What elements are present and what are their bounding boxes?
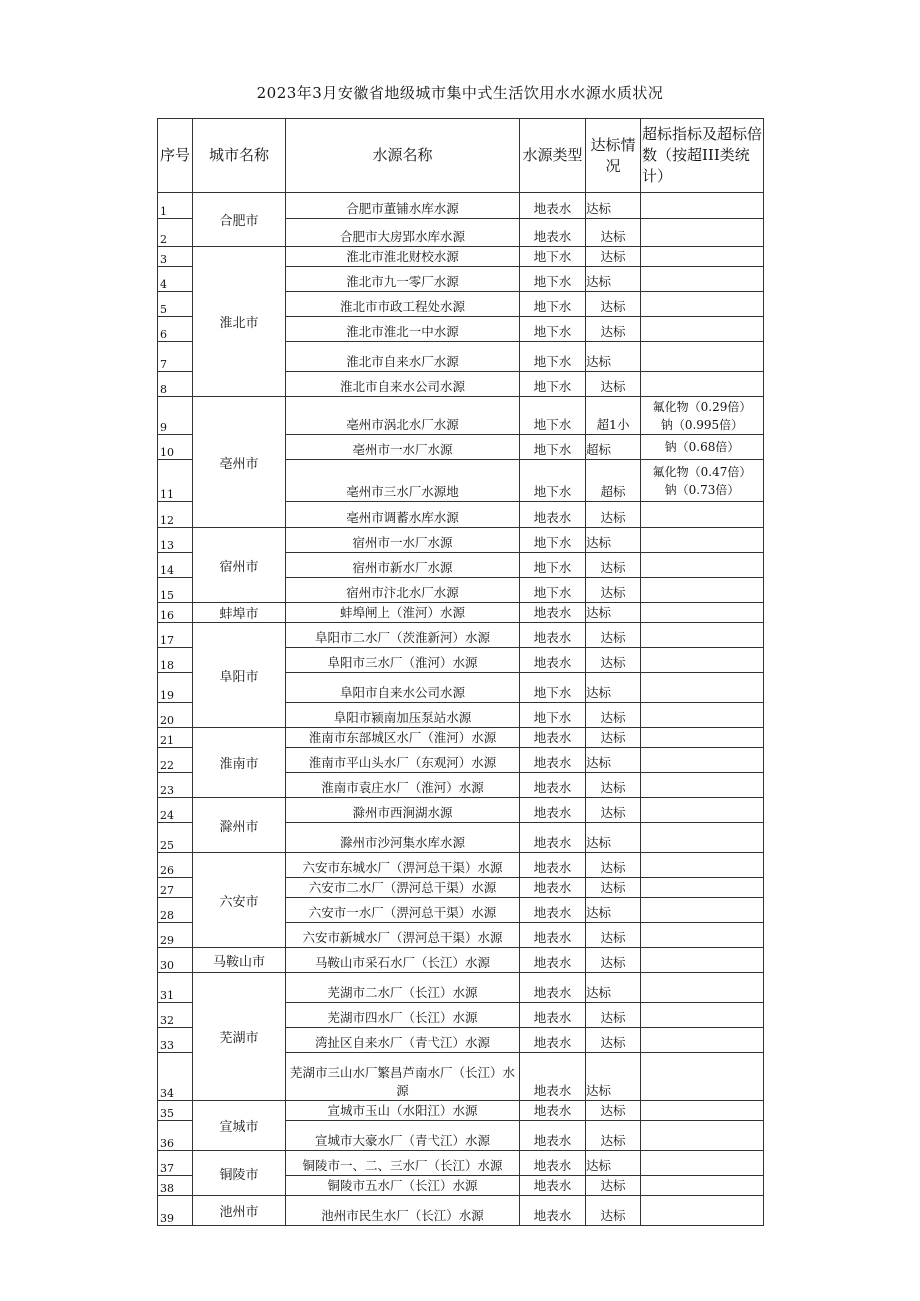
row-number: 33 — [158, 1028, 193, 1053]
row-number: 25 — [158, 823, 193, 853]
source-type: 地表水 — [520, 1101, 586, 1121]
excess-indicator — [641, 193, 764, 219]
excess-indicator — [641, 528, 764, 553]
excess-indicator — [641, 648, 764, 673]
source-type: 地下水 — [520, 673, 586, 703]
source-type: 地表水 — [520, 923, 586, 948]
status: 达标 — [586, 267, 641, 292]
excess-indicator — [641, 728, 764, 748]
source-name: 亳州市一水厂水源 — [286, 435, 520, 460]
status: 达标 — [586, 748, 641, 773]
source-type: 地下水 — [520, 703, 586, 728]
source-name: 阜阳市二水厂（茨淮新河）水源 — [286, 623, 520, 648]
table-row — [158, 247, 764, 267]
source-type: 地表水 — [520, 728, 586, 748]
city-name: 宣城市 — [193, 1101, 286, 1151]
row-number: 10 — [158, 435, 193, 460]
city-name: 芜湖市 — [193, 973, 286, 1101]
table-row — [158, 973, 764, 1003]
excess-indicator — [641, 397, 764, 435]
source-name: 池州市民生水厂（长江）水源 — [286, 1196, 520, 1226]
status: 达标 — [586, 603, 641, 623]
excess-indicator — [641, 267, 764, 292]
table-row — [158, 623, 764, 648]
excess-indicator — [641, 603, 764, 623]
status: 达标 — [586, 528, 641, 553]
city-name: 淮南市 — [193, 728, 286, 798]
source-name: 芜湖市三山水厂繁昌芦南水厂（长江）水源 — [286, 1053, 520, 1101]
city-name: 池州市 — [193, 1196, 286, 1226]
status: 超1小 — [586, 397, 641, 435]
source-type: 地表水 — [520, 1121, 586, 1151]
row-number: 17 — [158, 623, 193, 648]
row-number: 23 — [158, 773, 193, 798]
row-number: 2 — [158, 219, 193, 247]
source-name: 亳州市调蓄水库水源 — [286, 502, 520, 528]
row-number: 13 — [158, 528, 193, 553]
status: 达标 — [586, 1196, 641, 1226]
status: 达标 — [586, 898, 641, 923]
row-number: 31 — [158, 973, 193, 1003]
row-number: 38 — [158, 1176, 193, 1196]
row-number: 11 — [158, 460, 193, 502]
source-name: 合肥市大房郢水库水源 — [286, 219, 520, 247]
header-source: 水源名称 — [286, 119, 520, 193]
row-number: 9 — [158, 397, 193, 435]
city-name: 铜陵市 — [193, 1151, 286, 1196]
header-status: 达标情况 — [586, 119, 641, 193]
status: 达标 — [586, 342, 641, 372]
row-number: 39 — [158, 1196, 193, 1226]
table-row — [158, 1196, 764, 1226]
status: 超标 — [586, 460, 641, 502]
excess-indicator — [641, 292, 764, 317]
header-no: 序号 — [158, 119, 193, 193]
source-type: 地表水 — [520, 1151, 586, 1176]
excess-indicator — [641, 773, 764, 798]
excess-indicator — [641, 823, 764, 853]
source-name: 宣城市大豪水厂（青弋江）水源 — [286, 1121, 520, 1151]
status: 达标 — [586, 773, 641, 798]
city-name: 淮北市 — [193, 247, 286, 397]
source-name: 淮北市自来水公司水源 — [286, 372, 520, 397]
status: 达标 — [586, 553, 641, 578]
source-type: 地下水 — [520, 528, 586, 553]
excess-indicator — [641, 853, 764, 878]
row-number: 22 — [158, 748, 193, 773]
excess-indicator — [641, 1151, 764, 1176]
source-type: 地下水 — [520, 342, 586, 372]
source-type: 地表水 — [520, 219, 586, 247]
page-title: 2023年3月安徽省地级城市集中式生活饮用水水源水质状况 — [256, 84, 664, 102]
status: 达标 — [586, 193, 641, 219]
status: 达标 — [586, 1028, 641, 1053]
excess-indicator — [641, 1176, 764, 1196]
excess-indicator — [641, 748, 764, 773]
header-type: 水源类型 — [520, 119, 586, 193]
source-name: 六安市二水厂（淠河总干渠）水源 — [286, 878, 520, 898]
source-type: 地下水 — [520, 553, 586, 578]
row-number: 37 — [158, 1151, 193, 1176]
header-city: 城市名称 — [193, 119, 286, 193]
row-number: 14 — [158, 553, 193, 578]
row-number: 3 — [158, 247, 193, 267]
source-type: 地表水 — [520, 623, 586, 648]
status: 超标 — [586, 435, 641, 460]
city-name: 合肥市 — [193, 193, 286, 247]
source-type: 地下水 — [520, 292, 586, 317]
source-type: 地下水 — [520, 435, 586, 460]
status: 达标 — [586, 703, 641, 728]
table-row — [158, 728, 764, 748]
row-number: 29 — [158, 923, 193, 948]
excess-indicator — [641, 1028, 764, 1053]
status: 达标 — [586, 648, 641, 673]
source-name: 六安市一水厂（淠河总干渠）水源 — [286, 898, 520, 923]
status: 达标 — [586, 292, 641, 317]
row-number: 27 — [158, 878, 193, 898]
source-type: 地表水 — [520, 502, 586, 528]
source-type: 地表水 — [520, 1053, 586, 1101]
excess-indicator — [641, 1003, 764, 1028]
excess-indicator — [641, 948, 764, 973]
status: 达标 — [586, 673, 641, 703]
row-number: 26 — [158, 853, 193, 878]
source-name: 淮南市袁庄水厂（淮河）水源 — [286, 773, 520, 798]
source-type: 地表水 — [520, 773, 586, 798]
source-type: 地下水 — [520, 460, 586, 502]
row-number: 6 — [158, 317, 193, 342]
excess-indicator — [641, 898, 764, 923]
table-row — [158, 528, 764, 553]
status: 达标 — [586, 973, 641, 1003]
table-row — [158, 1101, 764, 1121]
row-number: 16 — [158, 603, 193, 623]
city-name: 阜阳市 — [193, 623, 286, 728]
source-name: 淮北市九一零厂水源 — [286, 267, 520, 292]
source-name: 淮北市淮北一中水源 — [286, 317, 520, 342]
excess-indicator — [641, 673, 764, 703]
excess-indicator — [641, 342, 764, 372]
header-excess: 超标指标及超标倍数（按超III类统计） — [641, 119, 764, 193]
status: 达标 — [586, 878, 641, 898]
status: 达标 — [586, 923, 641, 948]
status: 达标 — [586, 798, 641, 823]
source-type: 地表水 — [520, 748, 586, 773]
excess-indicator — [641, 973, 764, 1003]
excess-line: 钠（0.995倍） — [660, 417, 744, 432]
excess-indicator — [641, 1053, 764, 1101]
source-type: 地表水 — [520, 1176, 586, 1196]
source-name: 淮南市东部城区水厂（淮河）水源 — [286, 728, 520, 748]
source-name: 合肥市董铺水库水源 — [286, 193, 520, 219]
table-body — [158, 193, 764, 1226]
source-name: 淮北市淮北财校水源 — [286, 247, 520, 267]
city-name: 亳州市 — [193, 397, 286, 528]
source-type: 地下水 — [520, 267, 586, 292]
table-row — [158, 603, 764, 623]
status: 达标 — [586, 728, 641, 748]
excess-indicator — [641, 1121, 764, 1151]
excess-indicator — [641, 247, 764, 267]
row-number: 24 — [158, 798, 193, 823]
source-type: 地表水 — [520, 878, 586, 898]
city-name: 滁州市 — [193, 798, 286, 853]
source-name: 宿州市一水厂水源 — [286, 528, 520, 553]
status: 达标 — [586, 1053, 641, 1101]
excess-line: 氟化物（0.47倍） — [652, 464, 752, 479]
excess-indicator — [641, 623, 764, 648]
excess-line: 钠（0.68倍） — [664, 440, 740, 454]
source-name: 六安市新城水厂（淠河总干渠）水源 — [286, 923, 520, 948]
source-name: 宿州市新水厂水源 — [286, 553, 520, 578]
status: 达标 — [586, 219, 641, 247]
source-name: 亳州市三水厂水源地 — [286, 460, 520, 502]
source-type: 地下水 — [520, 317, 586, 342]
source-name: 芜湖市二水厂（长江）水源 — [286, 973, 520, 1003]
source-name: 蚌埠闸上（淮河）水源 — [286, 603, 520, 623]
source-type: 地表水 — [520, 603, 586, 623]
row-number: 19 — [158, 673, 193, 703]
status: 达标 — [586, 578, 641, 603]
row-number: 18 — [158, 648, 193, 673]
row-number: 8 — [158, 372, 193, 397]
status: 达标 — [586, 317, 641, 342]
status: 达标 — [586, 1151, 641, 1176]
table-row — [158, 193, 764, 219]
row-number: 35 — [158, 1101, 193, 1121]
table-header-row — [158, 119, 764, 193]
source-name: 淮南市平山头水厂（东观河）水源 — [286, 748, 520, 773]
city-name: 六安市 — [193, 853, 286, 948]
status: 达标 — [586, 247, 641, 267]
row-number: 36 — [158, 1121, 193, 1151]
table-row — [158, 397, 764, 435]
status: 达标 — [586, 948, 641, 973]
source-type: 地表水 — [520, 823, 586, 853]
source-name: 阜阳市自来水公司水源 — [286, 673, 520, 703]
excess-indicator — [641, 923, 764, 948]
status: 达标 — [586, 372, 641, 397]
source-type: 地下水 — [520, 372, 586, 397]
source-name: 滁州市沙河集水库水源 — [286, 823, 520, 853]
table-row — [158, 798, 764, 823]
excess-indicator — [641, 460, 764, 502]
source-type: 地表水 — [520, 648, 586, 673]
source-type: 地表水 — [520, 193, 586, 219]
row-number: 30 — [158, 948, 193, 973]
excess-indicator — [641, 878, 764, 898]
excess-line: 氟化物（0.29倍） — [652, 399, 752, 414]
status: 达标 — [586, 502, 641, 528]
status: 达标 — [586, 1101, 641, 1121]
table-row — [158, 948, 764, 973]
water-quality-table — [157, 118, 764, 1226]
status: 达标 — [586, 853, 641, 878]
source-name: 宣城市玉山（水阳江）水源 — [286, 1101, 520, 1121]
excess-indicator — [641, 1101, 764, 1121]
status: 达标 — [586, 1176, 641, 1196]
source-name: 宿州市汴北水厂水源 — [286, 578, 520, 603]
source-name: 淮北市自来水厂水源 — [286, 342, 520, 372]
row-number: 21 — [158, 728, 193, 748]
excess-indicator — [641, 798, 764, 823]
excess-indicator — [641, 553, 764, 578]
excess-indicator — [641, 502, 764, 528]
table-row — [158, 853, 764, 878]
city-name: 蚌埠市 — [193, 603, 286, 623]
row-number: 28 — [158, 898, 193, 923]
source-type: 地表水 — [520, 1028, 586, 1053]
source-name: 芜湖市四水厂（长江）水源 — [286, 1003, 520, 1028]
row-number: 20 — [158, 703, 193, 728]
source-name: 阜阳市三水厂（淮河）水源 — [286, 648, 520, 673]
city-name: 马鞍山市 — [193, 948, 286, 973]
source-name: 铜陵市五水厂（长江）水源 — [286, 1176, 520, 1196]
excess-indicator — [641, 219, 764, 247]
status: 达标 — [586, 823, 641, 853]
source-name: 滁州市西涧湖水源 — [286, 798, 520, 823]
excess-indicator — [641, 317, 764, 342]
source-name: 马鞍山市采石水厂（长江）水源 — [286, 948, 520, 973]
status: 达标 — [586, 1121, 641, 1151]
row-number: 32 — [158, 1003, 193, 1028]
status: 达标 — [586, 1003, 641, 1028]
row-number: 4 — [158, 267, 193, 292]
source-type: 地表水 — [520, 1196, 586, 1226]
source-type: 地表水 — [520, 948, 586, 973]
excess-indicator — [641, 372, 764, 397]
row-number: 12 — [158, 502, 193, 528]
source-name: 湾扯区自来水厂（青弋江）水源 — [286, 1028, 520, 1053]
row-number: 5 — [158, 292, 193, 317]
source-type: 地表水 — [520, 973, 586, 1003]
source-type: 地下水 — [520, 247, 586, 267]
row-number: 1 — [158, 193, 193, 219]
row-number: 34 — [158, 1053, 193, 1101]
row-number: 7 — [158, 342, 193, 372]
source-type: 地下水 — [520, 397, 586, 435]
city-name: 宿州市 — [193, 528, 286, 603]
excess-line: 钠（0.73倍） — [664, 482, 740, 497]
source-name: 淮北市市政工程处水源 — [286, 292, 520, 317]
row-number: 15 — [158, 578, 193, 603]
source-name: 铜陵市一、二、三水厂（长江）水源 — [286, 1151, 520, 1176]
source-name: 六安市东城水厂（淠河总干渠）水源 — [286, 853, 520, 878]
source-type: 地表水 — [520, 798, 586, 823]
source-name: 亳州市涡北水厂水源 — [286, 397, 520, 435]
source-name: 阜阳市颍南加压泵站水源 — [286, 703, 520, 728]
source-type: 地表水 — [520, 1003, 586, 1028]
excess-indicator — [641, 1196, 764, 1226]
table-row — [158, 1151, 764, 1176]
excess-indicator — [641, 703, 764, 728]
status: 达标 — [586, 623, 641, 648]
excess-indicator — [641, 578, 764, 603]
excess-indicator — [641, 435, 764, 460]
source-type: 地表水 — [520, 898, 586, 923]
source-type: 地表水 — [520, 853, 586, 878]
source-type: 地下水 — [520, 578, 586, 603]
